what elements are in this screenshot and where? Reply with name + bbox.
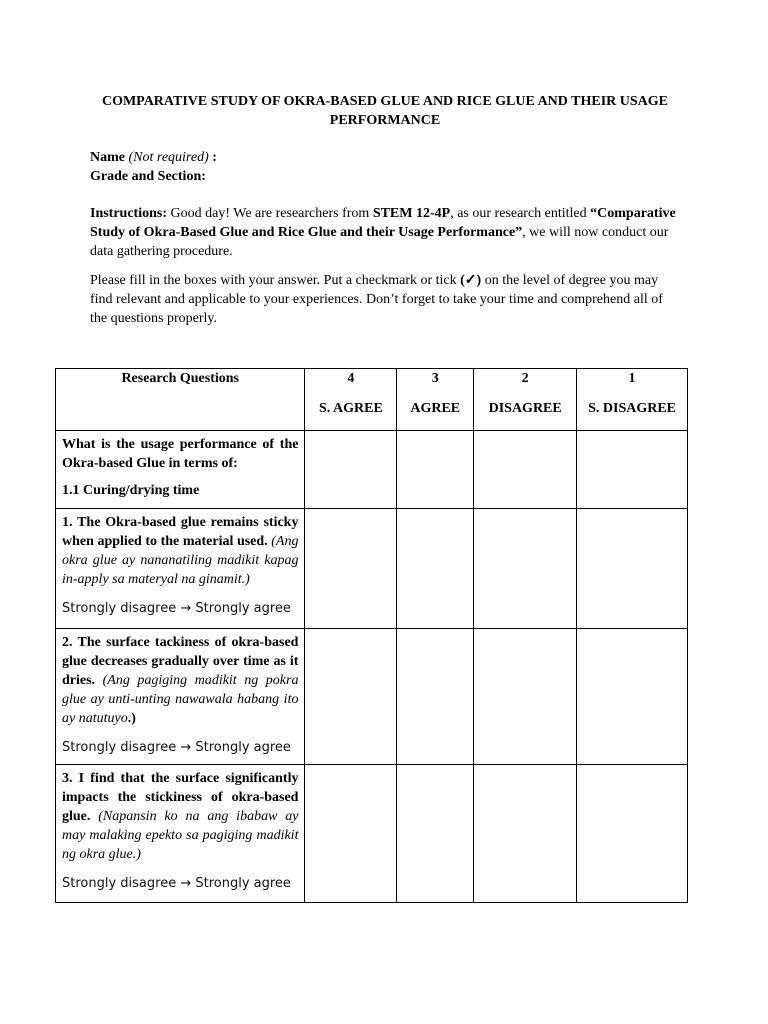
question-1-tl: (Ang okra glue ay nananatiling madikit kapag in-apply sa materyal na ginamit.) (62, 534, 299, 587)
likert-table (55, 368, 688, 903)
question-cell-1 (56, 509, 305, 629)
grade-label: Grade and Section: (90, 169, 206, 184)
answer-cell-q3-3[interactable] (397, 765, 474, 903)
instructions-text-3: , we will now conduct our data gathering procedure. (90, 225, 669, 259)
instructions (90, 204, 680, 338)
answer-cell-q2-3[interactable] (397, 629, 474, 765)
header-col-2: 2 DISAGREE (474, 369, 577, 431)
question-3-tl: (Napansin ko na ang ibabaw ay may malaking epekto sa pagiging madikit ng okra glue.) (62, 809, 299, 862)
question-2-en: 2. The surface tackiness of okra-based glue decreases gradually over time as it dries. (62, 635, 299, 688)
question-cell-2 (56, 629, 305, 765)
name-field (90, 148, 217, 167)
answer-cell[interactable] (577, 431, 688, 509)
question-1-scale: Strongly disagree → Strongly agree (62, 601, 291, 616)
instructions-label: Instructions: (90, 206, 168, 221)
table-header-row (56, 369, 688, 431)
answer-cell-q2-2[interactable] (474, 629, 577, 765)
answer-cell-q2-4[interactable] (305, 629, 397, 765)
table-row (56, 629, 688, 765)
answer-cell[interactable] (474, 431, 577, 509)
answer-cell-q3-4[interactable] (305, 765, 397, 903)
section-heading: What is the usage performance of the Okra-based Glue in terms of: (62, 437, 299, 471)
tick-icon: (✓) (460, 273, 482, 288)
section-heading-cell (56, 431, 305, 509)
instructions-para2-a: Please fill in the boxes with your answer. Put a checkmark or tick (90, 273, 461, 288)
name-note: (Not required) (128, 150, 209, 165)
answer-cell-q1-4[interactable] (305, 509, 397, 629)
table-row (56, 431, 688, 509)
table-row (56, 765, 688, 903)
answer-cell[interactable] (397, 431, 474, 509)
answer-cell[interactable] (305, 431, 397, 509)
instructions-para2-b: on the level of degree you may find relevant and applicable to your experiences. Don’t forget to take your time and comprehend all of the questions properly. (90, 273, 663, 326)
header-col-3: 3 AGREE (397, 369, 474, 431)
answer-cell-q3-2[interactable] (474, 765, 577, 903)
answer-cell-q3-1[interactable] (577, 765, 688, 903)
document-title: COMPARATIVE STUDY OF OKRA-BASED GLUE AND RICE GLUE AND THEIR USAGE PERFORMANCE (101, 94, 669, 128)
question-3-scale: Strongly disagree → Strongly agree (62, 876, 291, 891)
instructions-text-2: , as our research entitled (450, 206, 591, 221)
strand-name: STEM 12-4P (372, 206, 451, 221)
table-row (56, 509, 688, 629)
respondent-fields (90, 148, 217, 186)
answer-cell-q2-1[interactable] (577, 629, 688, 765)
header-research-questions: Research Questions (56, 369, 305, 431)
question-2-scale: Strongly disagree → Strongly agree (62, 740, 291, 755)
question-3-en: 3. I find that the surface significantly impacts the stickiness of okra-based glue. (62, 771, 299, 824)
header-col-1: 1 S. DISAGREE (577, 369, 688, 431)
instructions-paragraph-1 (90, 204, 680, 261)
name-colon: : (208, 150, 217, 165)
question-cell-3 (56, 765, 305, 903)
question-2-tl: (Ang pagiging madikit ng pokra glue ay unti-unting nawawala habang ito ay natutuyo (62, 673, 299, 726)
question-1-en: 1. The Okra-based glue remains sticky when applied to the material used. (62, 515, 299, 549)
name-label: Name (90, 150, 125, 165)
answer-cell-q1-1[interactable] (577, 509, 688, 629)
header-col-4: 4 S. AGREE (305, 369, 397, 431)
section-subheading: 1.1 Curing/drying time (62, 483, 200, 498)
answer-cell-q1-2[interactable] (474, 509, 577, 629)
instructions-paragraph-2 (90, 271, 680, 328)
study-title: “Comparative Study of Okra-Based Glue and Rice Glue and their Usage Performance” (90, 206, 676, 240)
answer-cell-q1-3[interactable] (397, 509, 474, 629)
grade-field (90, 167, 217, 186)
question-2-tail: .) (127, 711, 136, 726)
instructions-text-1: Good day! We are researchers from (167, 206, 373, 221)
